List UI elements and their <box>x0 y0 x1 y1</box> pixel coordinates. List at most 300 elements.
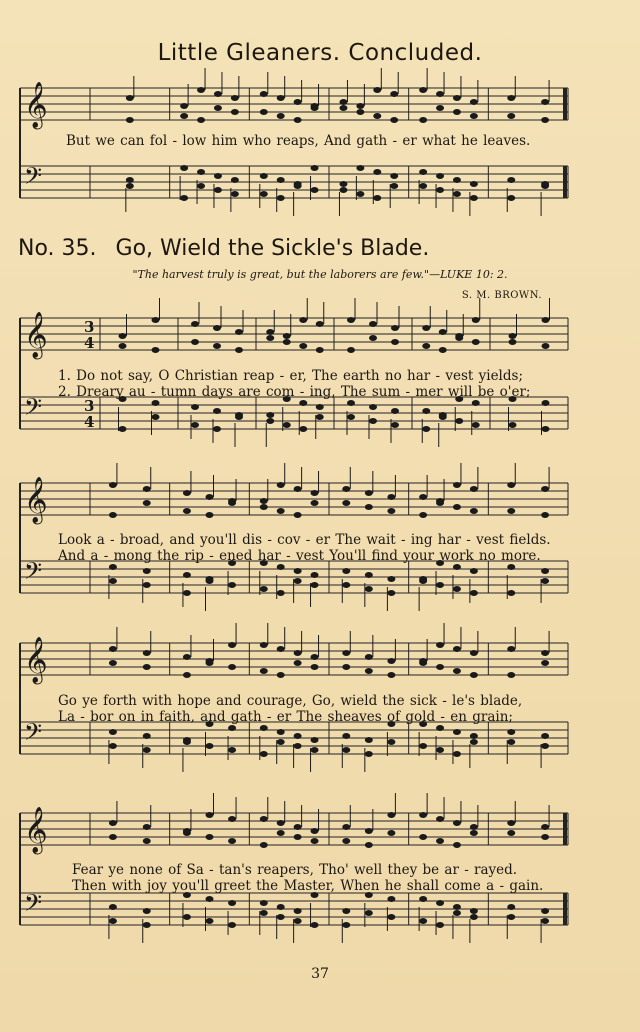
bass-clef: 𝄢 <box>24 718 43 751</box>
notehead <box>507 904 515 910</box>
notehead <box>373 169 381 175</box>
notehead <box>260 504 268 510</box>
notehead <box>507 830 515 836</box>
notehead <box>214 173 222 179</box>
notehead <box>206 578 214 584</box>
notehead <box>436 922 444 928</box>
page-number: 37 <box>311 966 329 982</box>
notehead <box>369 404 377 410</box>
hymn-title: Go, Wield the Sickle's Blade. <box>115 236 430 261</box>
notehead <box>191 404 199 410</box>
notehead <box>369 321 377 327</box>
notehead <box>180 113 188 119</box>
notehead <box>283 339 291 345</box>
notehead <box>419 169 427 175</box>
notehead <box>228 900 236 906</box>
notehead <box>235 347 243 353</box>
notehead <box>206 743 214 749</box>
notehead <box>311 654 319 660</box>
notehead <box>197 87 205 93</box>
notehead <box>472 339 480 345</box>
notehead <box>436 173 444 179</box>
notehead <box>183 672 191 678</box>
notehead <box>316 347 324 353</box>
notehead <box>541 512 549 518</box>
notehead <box>260 910 268 916</box>
notehead <box>365 586 373 592</box>
notehead <box>436 838 444 844</box>
notehead <box>436 664 444 670</box>
notehead <box>143 747 151 753</box>
notehead <box>453 191 461 197</box>
notehead <box>143 824 151 830</box>
notehead <box>391 422 399 428</box>
notehead <box>183 654 191 660</box>
notehead <box>455 335 463 341</box>
notehead <box>277 830 285 836</box>
notehead <box>109 564 117 570</box>
notehead <box>472 400 480 406</box>
notehead <box>419 183 427 189</box>
notehead <box>356 165 364 171</box>
notehead <box>228 747 236 753</box>
notehead <box>266 412 274 418</box>
notehead <box>419 834 427 840</box>
notehead <box>213 343 221 349</box>
notehead <box>470 830 478 836</box>
notehead <box>541 99 549 105</box>
notehead <box>391 339 399 345</box>
notehead <box>419 494 427 500</box>
notehead <box>311 737 319 743</box>
notehead <box>294 743 302 749</box>
notehead <box>356 109 364 115</box>
notehead <box>470 733 478 739</box>
notehead <box>472 422 480 428</box>
notehead <box>369 335 377 341</box>
notehead <box>260 725 268 731</box>
notehead <box>453 668 461 674</box>
continuation-title: Little Gleaners. Concluded. <box>157 40 483 66</box>
notehead <box>311 572 319 578</box>
notehead <box>277 729 285 735</box>
notehead <box>266 329 274 335</box>
bass-clef: 𝄢 <box>24 557 43 590</box>
notehead <box>183 830 191 836</box>
notehead <box>453 820 461 826</box>
notehead <box>283 333 291 339</box>
notehead <box>235 414 243 420</box>
notehead <box>214 105 222 111</box>
notehead <box>387 658 395 664</box>
notehead <box>109 578 117 584</box>
notehead <box>339 99 347 105</box>
notehead <box>311 922 319 928</box>
time-signature-numerator: 3 <box>84 318 95 336</box>
notehead <box>390 173 398 179</box>
notehead <box>391 325 399 331</box>
notehead <box>507 672 515 678</box>
notehead <box>470 113 478 119</box>
notehead <box>311 500 319 506</box>
notehead <box>277 564 285 570</box>
notehead <box>197 117 205 123</box>
notehead <box>231 95 239 101</box>
notehead <box>228 664 236 670</box>
notehead <box>294 568 302 574</box>
notehead <box>373 87 381 93</box>
notehead <box>109 512 117 518</box>
notehead <box>373 195 381 201</box>
notehead <box>436 642 444 648</box>
notehead <box>266 335 274 341</box>
notehead <box>294 733 302 739</box>
notehead <box>507 820 515 826</box>
notehead <box>365 490 373 496</box>
notehead <box>390 91 398 97</box>
notehead <box>419 812 427 818</box>
notehead <box>183 739 191 745</box>
notehead <box>126 183 134 189</box>
notehead <box>294 117 302 123</box>
notehead <box>277 904 285 910</box>
notehead <box>470 181 478 187</box>
notehead <box>470 824 478 830</box>
notehead <box>231 191 239 197</box>
notehead <box>342 838 350 844</box>
notehead <box>507 195 515 201</box>
notehead <box>453 504 461 510</box>
notehead <box>365 842 373 848</box>
notehead <box>213 426 221 432</box>
notehead <box>266 418 274 424</box>
notehead <box>152 347 160 353</box>
notehead <box>126 95 134 101</box>
notehead <box>231 177 239 183</box>
notehead <box>294 908 302 914</box>
notehead <box>235 329 243 335</box>
bass-clef: 𝄢 <box>24 889 43 922</box>
notehead <box>541 117 549 123</box>
scripture-reference: "The harvest truly is great, but the laborers are few."—LUKE 10: 2. <box>132 268 508 281</box>
notehead <box>206 812 214 818</box>
notehead <box>541 660 549 666</box>
notehead <box>436 582 444 588</box>
notehead <box>422 426 430 432</box>
notehead <box>109 904 117 910</box>
notehead <box>228 725 236 731</box>
notehead <box>373 113 381 119</box>
notehead <box>191 422 199 428</box>
notehead <box>387 590 395 596</box>
notehead <box>143 908 151 914</box>
notehead <box>191 321 199 327</box>
notehead <box>294 650 302 656</box>
notehead <box>277 482 285 488</box>
notehead <box>470 99 478 105</box>
bass-clef: 𝄢 <box>24 162 43 195</box>
notehead <box>109 482 117 488</box>
notehead <box>470 672 478 678</box>
lyric-verse2-line: Then with joy you'll greet the Master, When he shall come a - gain. <box>72 878 544 894</box>
notehead <box>436 105 444 111</box>
notehead <box>197 183 205 189</box>
notehead <box>143 838 151 844</box>
notehead <box>453 910 461 916</box>
notehead <box>387 812 395 818</box>
notehead <box>260 900 268 906</box>
notehead <box>436 500 444 506</box>
notehead <box>277 113 285 119</box>
notehead <box>472 317 480 323</box>
notehead <box>294 660 302 666</box>
notehead <box>260 91 268 97</box>
notehead <box>277 914 285 920</box>
notehead <box>541 650 549 656</box>
notehead <box>541 834 549 840</box>
notehead <box>342 500 350 506</box>
notehead <box>470 486 478 492</box>
notehead <box>439 414 447 420</box>
notehead <box>439 347 447 353</box>
notehead <box>191 339 199 345</box>
notehead <box>299 400 307 406</box>
notehead <box>342 664 350 670</box>
lyric-verse1-line: 1. Do not say, O Christian reap - er, The earth no har - vest yields; <box>58 368 523 384</box>
notehead <box>342 650 350 656</box>
notehead <box>342 908 350 914</box>
notehead <box>453 586 461 592</box>
lyric-verse1-line: Look a - broad, and you'll dis - cov - er The wait - ing har - vest fields. <box>58 532 551 548</box>
notehead <box>311 838 319 844</box>
notehead <box>260 191 268 197</box>
notehead <box>294 512 302 518</box>
notehead <box>260 842 268 848</box>
notehead <box>365 828 373 834</box>
treble-clef: 𝄞 <box>24 82 48 128</box>
notehead <box>311 105 319 111</box>
notehead <box>183 508 191 514</box>
notehead <box>311 747 319 753</box>
notehead <box>342 486 350 492</box>
notehead <box>439 329 447 335</box>
notehead <box>109 918 117 924</box>
notehead <box>365 910 373 916</box>
notehead <box>152 400 160 406</box>
notehead <box>294 918 302 924</box>
notehead <box>453 842 461 848</box>
notehead <box>228 838 236 844</box>
lyric-verse2-line: And a - mong the rip - ened har - vest You'll find your work no more. <box>58 548 541 564</box>
notehead <box>260 816 268 822</box>
notehead <box>470 590 478 596</box>
hymn-heading <box>18 236 429 261</box>
notehead <box>152 414 160 420</box>
notehead <box>419 660 427 666</box>
notehead <box>342 747 350 753</box>
notehead <box>260 751 268 757</box>
notehead <box>183 914 191 920</box>
notehead <box>470 908 478 914</box>
notehead <box>541 486 549 492</box>
notehead <box>183 590 191 596</box>
notehead <box>507 564 515 570</box>
notehead <box>541 568 549 574</box>
notehead <box>342 582 350 588</box>
notehead <box>419 896 427 902</box>
notehead <box>143 733 151 739</box>
notehead <box>316 321 324 327</box>
notehead <box>180 103 188 109</box>
notehead <box>311 582 319 588</box>
notehead <box>436 725 444 731</box>
notehead <box>419 918 427 924</box>
notehead <box>283 422 291 428</box>
notehead <box>109 834 117 840</box>
notehead <box>470 739 478 745</box>
notehead <box>228 816 236 822</box>
notehead <box>126 117 134 123</box>
notehead <box>206 660 214 666</box>
notehead <box>453 904 461 910</box>
notehead <box>422 408 430 414</box>
notehead <box>387 508 395 514</box>
notehead <box>277 508 285 514</box>
notehead <box>228 642 236 648</box>
notehead <box>152 317 160 323</box>
notehead <box>339 105 347 111</box>
notehead <box>342 824 350 830</box>
notehead <box>143 650 151 656</box>
notehead <box>109 743 117 749</box>
notehead <box>470 650 478 656</box>
notehead <box>342 922 350 928</box>
notehead <box>206 896 214 902</box>
notehead <box>542 426 550 432</box>
notehead <box>277 177 285 183</box>
notehead <box>180 195 188 201</box>
notehead <box>316 414 324 420</box>
notehead <box>390 117 398 123</box>
notehead <box>260 173 268 179</box>
lyric-verse2-line: La - bor on in faith, and gath - er The sheaves of gold - en grain; <box>58 709 513 725</box>
treble-clef: 𝄞 <box>24 807 48 853</box>
notehead <box>507 95 515 101</box>
notehead <box>228 922 236 928</box>
notehead <box>213 408 221 414</box>
notehead <box>507 729 515 735</box>
notehead <box>419 87 427 93</box>
notehead <box>260 642 268 648</box>
notehead <box>316 404 324 410</box>
notehead <box>206 494 214 500</box>
notehead <box>347 400 355 406</box>
lyric-verse1-line: Fear ye none of Sa - tan's reapers, Tho' well they be ar - rayed. <box>72 862 518 878</box>
notehead <box>455 418 463 424</box>
notehead <box>507 590 515 596</box>
notehead <box>365 751 373 757</box>
notehead <box>470 568 478 574</box>
continuation-lyric: But we can fol - low him who reaps, And gath - er what he leaves. <box>66 133 531 149</box>
notehead <box>119 426 127 432</box>
notehead <box>387 830 395 836</box>
notehead <box>311 187 319 193</box>
notehead <box>228 500 236 506</box>
notehead <box>387 672 395 678</box>
notehead <box>470 914 478 920</box>
notehead <box>507 482 515 488</box>
notehead <box>387 914 395 920</box>
notehead <box>509 339 517 345</box>
treble-clef: 𝄞 <box>24 637 48 683</box>
notehead <box>356 103 364 109</box>
notehead <box>342 568 350 574</box>
notehead <box>347 347 355 353</box>
lyric-verse2-line: 2. Dreary au - tumn days are com - ing, The sum - mer will be o'er; <box>58 384 531 400</box>
notehead <box>277 195 285 201</box>
notehead <box>206 834 214 840</box>
notehead <box>260 109 268 115</box>
notehead <box>356 191 364 197</box>
notehead <box>365 668 373 674</box>
notehead <box>183 572 191 578</box>
notehead <box>143 922 151 928</box>
notehead <box>311 165 319 171</box>
notehead <box>365 737 373 743</box>
notehead <box>119 343 127 349</box>
notehead <box>143 664 151 670</box>
notehead <box>231 109 239 115</box>
notehead <box>109 660 117 666</box>
notehead <box>206 512 214 518</box>
notehead <box>542 343 550 349</box>
notehead <box>143 568 151 574</box>
notehead <box>391 408 399 414</box>
notehead <box>541 578 549 584</box>
notehead <box>422 325 430 331</box>
notehead <box>126 177 134 183</box>
notehead <box>453 109 461 115</box>
notehead <box>436 816 444 822</box>
notehead <box>143 486 151 492</box>
notehead <box>541 908 549 914</box>
notehead <box>419 578 427 584</box>
notehead <box>507 177 515 183</box>
notehead <box>206 918 214 924</box>
notehead <box>422 343 430 349</box>
notehead <box>180 165 188 171</box>
notehead <box>294 183 302 189</box>
notehead <box>453 564 461 570</box>
time-signature-denominator: 4 <box>84 413 95 431</box>
notehead <box>311 664 319 670</box>
notehead <box>387 494 395 500</box>
notehead <box>228 582 236 588</box>
notehead <box>294 578 302 584</box>
notehead <box>453 482 461 488</box>
notehead <box>507 646 515 652</box>
notehead <box>542 317 550 323</box>
notehead <box>507 508 515 514</box>
notehead <box>419 512 427 518</box>
notehead <box>143 582 151 588</box>
notehead <box>390 183 398 189</box>
time-signature-denominator: 4 <box>84 334 95 352</box>
notehead <box>507 739 515 745</box>
notehead <box>470 195 478 201</box>
notehead <box>277 739 285 745</box>
notehead <box>109 820 117 826</box>
